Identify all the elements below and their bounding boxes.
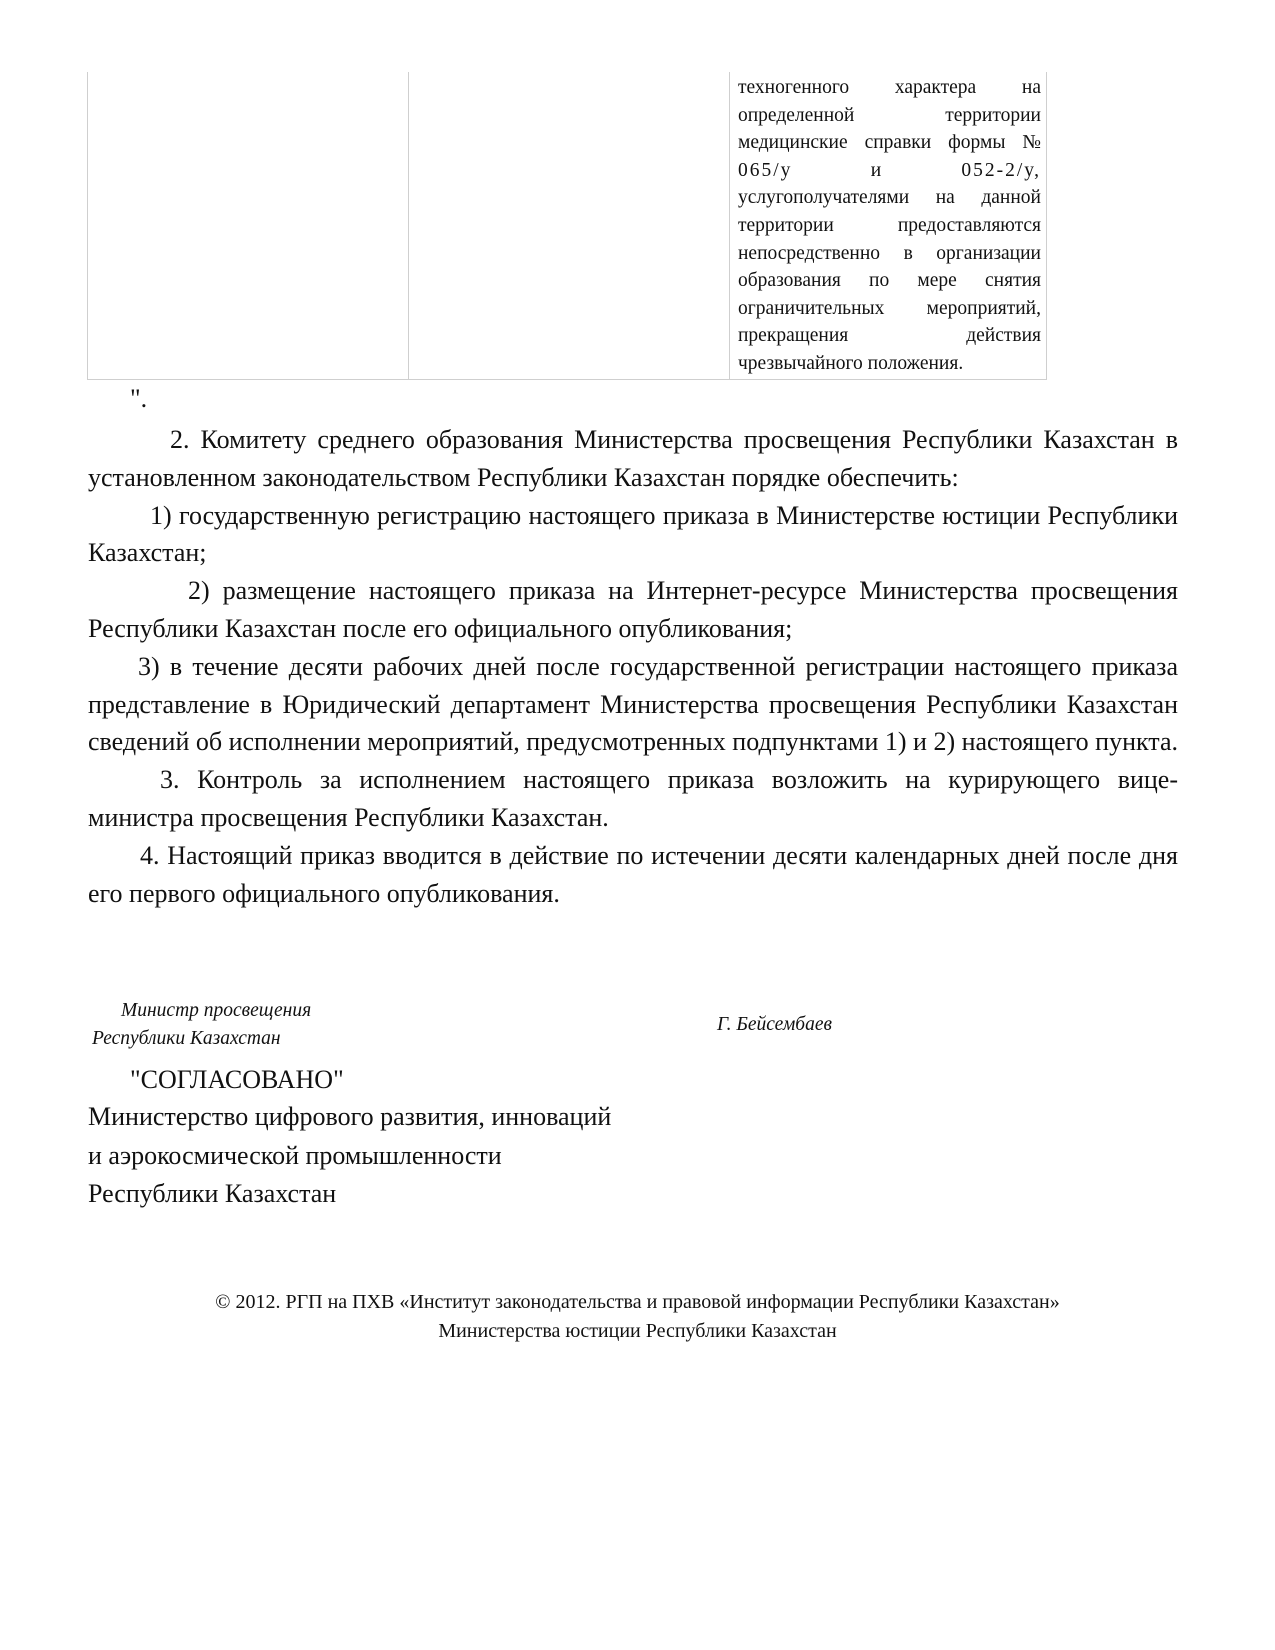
signature-name: Г. Бейсембаев: [717, 1014, 832, 1035]
table-cell-line: медицинские справки формы №: [738, 132, 1041, 154]
table-column-divider: [729, 72, 730, 379]
table-cell-line: ограничительных мероприятий,: [738, 297, 1041, 319]
document-body: [88, 421, 1178, 912]
table-cell-line: 065/у и 052-2/у,: [738, 159, 1041, 181]
closing-quote: ".: [130, 384, 148, 413]
table-cell-line: территории предоставляются: [738, 214, 1041, 236]
table-cell-line: определенной территории: [738, 104, 1041, 126]
paragraph-2-1: 1) государственную регистрацию настоящего приказа в Министерстве юстиции Республики Казахстан;: [88, 500, 1178, 568]
footer-line1: © 2012. РГП на ПХВ «Институт законодательства и правовой информации Республики Казахстан»: [215, 1291, 1060, 1313]
paragraph-2-3: 3) в течение десяти рабочих дней после государственной регистрации настоящего приказа представление в Юридический департамент Министерства просвещения Республики Казахстан сведений об исполнении мероприятий, предусмотренных подпунктами 1) и 2) настоящего пункта.: [88, 651, 1178, 757]
paragraph-2: 2. Комитету среднего образования Министерства просвещения Республики Казахстан в установленном законодательством Республики Казахстан порядке обеспечить:: [88, 425, 1178, 492]
signature-title-line2: Республики Казахстан: [92, 1028, 281, 1049]
table-cell-text: [738, 74, 1041, 378]
table-fragment: [87, 72, 1047, 380]
agreed-ministry-line: и аэрокосмической промышленности: [88, 1140, 502, 1170]
table-cell-line: прекращения действия: [738, 325, 1041, 347]
table-cell-line: непосредственно в организации: [738, 242, 1041, 264]
table-cell-line: техногенного характера на: [738, 77, 1041, 98]
agreed-ministry-line: Министерство цифрового развития, инноваций: [88, 1102, 612, 1131]
footer-line2: Министерства юстиции Республики Казахстан: [438, 1320, 837, 1342]
agreed-ministry: [88, 1098, 611, 1214]
footer: [0, 1288, 1275, 1346]
paragraph-2-2: 2) размещение настоящего приказа на Интернет-ресурсе Министерства просвещения Республики Казахстан после его официального опубликования;: [88, 576, 1178, 643]
table-column-divider: [408, 72, 409, 379]
agreed-label: "СОГЛАСОВАНО": [130, 1065, 344, 1094]
signature-title-line1: Министр просвещения: [121, 1000, 312, 1021]
table-cell-line: услугополучателями на данной: [738, 187, 1041, 209]
paragraph-4: 4. Настоящий приказ вводится в действие по истечении десяти календарных дней после дня его первого официального опубликования.: [88, 840, 1178, 908]
table-cell-line: чрезвычайного положения.: [738, 352, 964, 374]
table-cell-line: образования по мере снятия: [738, 270, 1041, 292]
agreed-ministry-line: Республики Казахстан: [88, 1179, 337, 1209]
paragraph-3: 3. Контроль за исполнением настоящего приказа возложить на курирующего вице-министра просвещения Республики Казахстан.: [88, 765, 1178, 832]
